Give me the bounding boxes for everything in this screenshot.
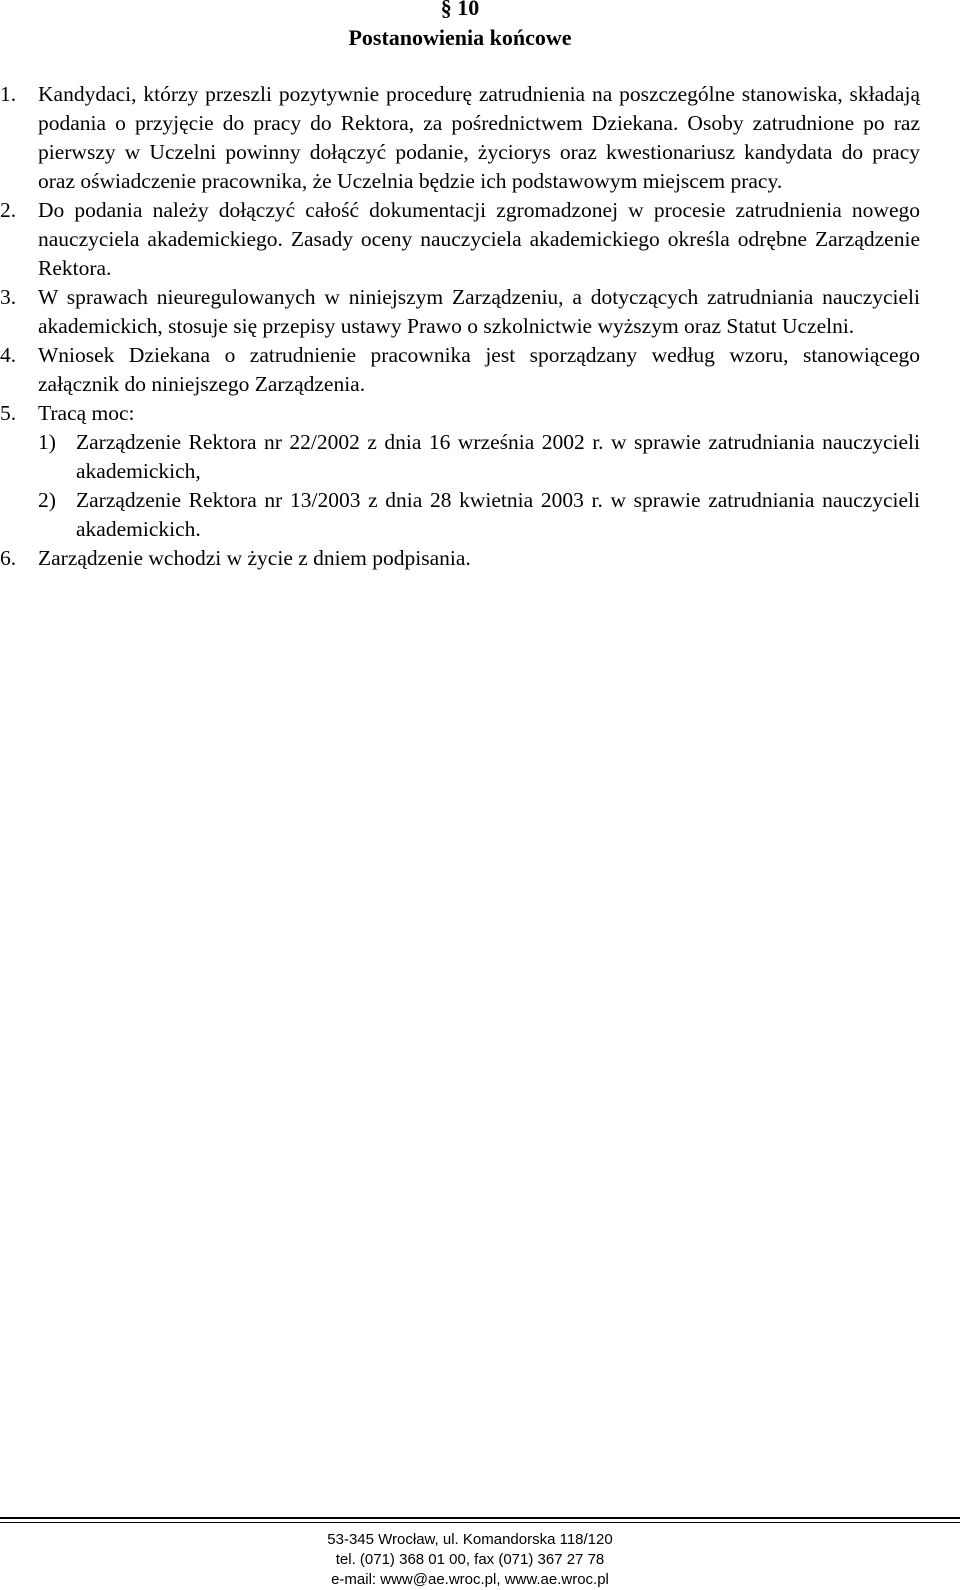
- provisions-list: [0, 80, 960, 573]
- list-item: [0, 283, 920, 341]
- list-item: [0, 544, 920, 573]
- footer-divider: [0, 1522, 960, 1523]
- page-footer: [0, 1530, 940, 1590]
- footer-web: e-mail: www@ae.wroc.pl, www.ae.wroc.pl: [331, 1571, 609, 1588]
- item-text: Do podania należy dołączyć całość dokumentacji zgromadzonej w procesie zatrudnienia nowego nauczyciela akademickiego. Zasady oceny nauczyciela akademickiego określa odrębne Zarządzenie Rektora.: [38, 198, 920, 280]
- sub-list-item: [38, 486, 920, 544]
- list-item: [0, 399, 920, 544]
- sub-item-text: Zarządzenie Rektora nr 13/2003 z dnia 28 kwietnia 2003 r. w sprawie zatrudniania nauczycieli akademickich.: [76, 488, 920, 541]
- sub-list-item: [38, 428, 920, 486]
- sub-item-number: 1): [38, 430, 56, 454]
- footer-phone: tel. (071) 368 01 00, fax (071) 367 27 78: [335, 1551, 605, 1568]
- list-item: [0, 341, 920, 399]
- list-item: [0, 196, 920, 283]
- sub-item-number: 2): [38, 488, 56, 512]
- list-item: [0, 80, 920, 196]
- item-text: Tracą moc:: [38, 401, 135, 425]
- footer-address: 53-345 Wrocław, ul. Komandorska 118/120: [327, 1531, 613, 1548]
- item-text: Wniosek Dziekana o zatrudnienie pracownika jest sporządzany według wzoru, stanowiącego załącznik do niniejszego Zarządzenia.: [38, 343, 920, 396]
- item-number: 4.: [0, 343, 17, 367]
- section-number: § 10: [440, 0, 480, 20]
- item-text: Kandydaci, którzy przeszli pozytywnie procedurę zatrudnienia na poszczególne stanowiska, składają podania o przyjęcie do pracy do Rektora, za pośrednictwem Dziekana. Osoby zatrudnione po raz pierwszy w Uczelni powinny dołączyć podanie, życiorys oraz kwestionariusz kandydata do pracy oraz oświadczenie pracownika, że Uczelnia będzie ich podstawowym miejscem pracy.: [38, 82, 920, 193]
- item-number: 1.: [0, 82, 17, 106]
- item-number: 6.: [0, 546, 17, 570]
- item-number: 3.: [0, 285, 17, 309]
- item-number: 5.: [0, 401, 17, 425]
- item-text: Zarządzenie wchodzi w życie z dniem podpisania.: [38, 546, 471, 570]
- sub-item-text: Zarządzenie Rektora nr 22/2002 z dnia 16 września 2002 r. w sprawie zatrudniania nauczycieli akademickich,: [76, 430, 920, 483]
- footer-divider: [0, 1517, 960, 1519]
- item-text: W sprawach nieuregulowanych w niniejszym Zarządzeniu, a dotyczących zatrudniania nauczycieli akademickich, stosuje się przepisy ustawy Prawo o szkolnictwie wyższym oraz Statut Uczelni.: [38, 285, 920, 338]
- section-title: Postanowienia końcowe: [348, 25, 572, 50]
- item-number: 2.: [0, 198, 17, 222]
